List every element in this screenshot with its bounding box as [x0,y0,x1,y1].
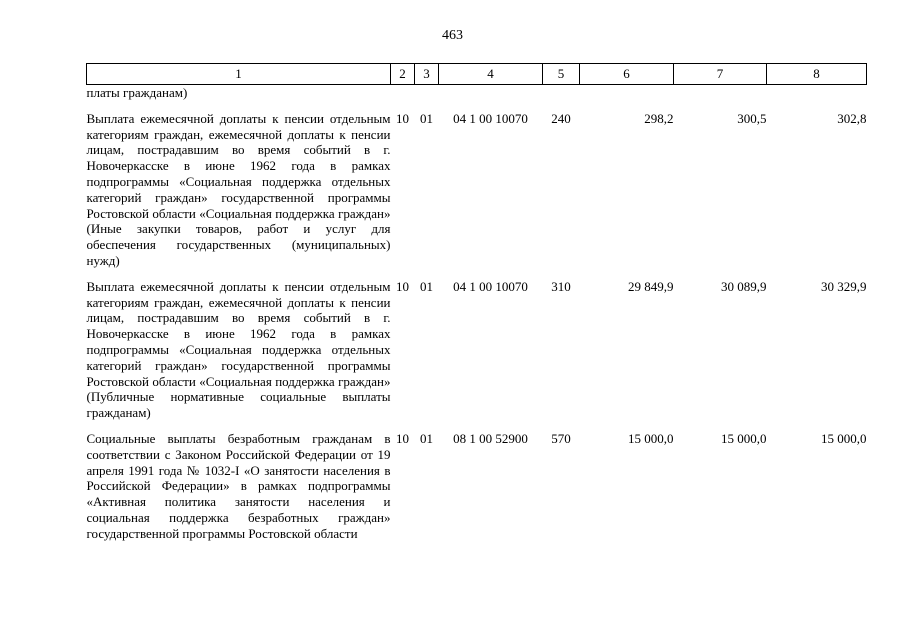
cell-amount-year3: 30 329,9 [821,278,867,294]
row-description: Выплата ежемесячной доплаты к пенсии отдельным категориям граждан, ежемесячной доплаты к пенсии лицам, пострадавшим во время событий в г. Новочеркасске в июне 1962 года в рамках подпрограммы «Социальная поддержка отдельных категорий граждан» государственной программы Ростовской области «Социальная поддержка граждан» (Публичные нормативные социальные выплаты гражданам) [86,278,391,421]
cell-target-article: 04 1 00 10070 [453,110,528,126]
row-description: платы гражданам) [86,85,188,100]
cell-amount-year3 [767,85,867,101]
cell-amount-year3: 15 000,0 [821,430,867,446]
cell-section: 10 [396,430,409,446]
cell-section: 10 [396,110,409,126]
cell-expense-type: 570 [551,430,571,446]
row-description: Выплата ежемесячной доплаты к пенсии отдельным категориям граждан, ежемесячной доплаты к пенсии лицам, пострадавшим во время событий в г. Новочеркасске в июне 1962 года в рамках подпрограммы «Социальная поддержка отдельных категорий граждан» государственной программы Ростовской области «Социальная поддержка граждан» (Иные закупки товаров, работ и услуг для обеспечения государственных (муниципальных) нужд) [86,110,391,268]
column-header: 7 [674,64,767,85]
cell-expense-type [543,85,580,101]
cell-amount-year2: 300,5 [737,110,767,126]
cell-target-article [439,85,543,101]
table-row [87,269,867,421]
cell-target-article: 04 1 00 10070 [453,278,528,294]
cell-amount-year1: 29 849,9 [628,278,674,294]
cell-amount-year3: 302,8 [837,110,867,126]
cell-subsection: 01 [420,110,433,126]
row-description: Социальные выплаты безработным гражданам в соответствии с Законом Российской Федерации от 19 апреля 1991 года № 1032-I «О занятости населения в Российской Федерации» в рамках подпрограммы «Активная политика занятости населения и социальная поддержка безработных граждан» государственной программы Ростовской области [86,430,391,541]
page-number: 463 [442,28,463,43]
cell-expense-type: 240 [551,110,571,126]
cell-amount-year1: 298,2 [644,110,674,126]
cell-amount-year1: 15 000,0 [628,430,674,446]
cell-section [391,85,415,101]
cell-section: 10 [396,278,409,294]
table-row [87,421,867,542]
cell-subsection: 01 [420,430,433,446]
column-header: 1 [87,64,391,85]
column-header: 2 [391,64,415,85]
cell-target-article: 08 1 00 52900 [453,430,528,446]
cell-amount-year1 [580,85,674,101]
header-row [87,64,867,85]
table-row [87,85,867,101]
cell-subsection [415,85,439,101]
cell-amount-year2: 15 000,0 [721,430,767,446]
column-header: 6 [580,64,674,85]
column-header: 8 [767,64,867,85]
column-header: 3 [415,64,439,85]
column-header: 4 [439,64,543,85]
cell-subsection: 01 [420,278,433,294]
budget-table [86,63,867,542]
cell-expense-type: 310 [551,278,571,294]
cell-amount-year2: 30 089,9 [721,278,767,294]
table-row [87,101,867,269]
column-header: 5 [543,64,580,85]
cell-amount-year2 [674,85,767,101]
